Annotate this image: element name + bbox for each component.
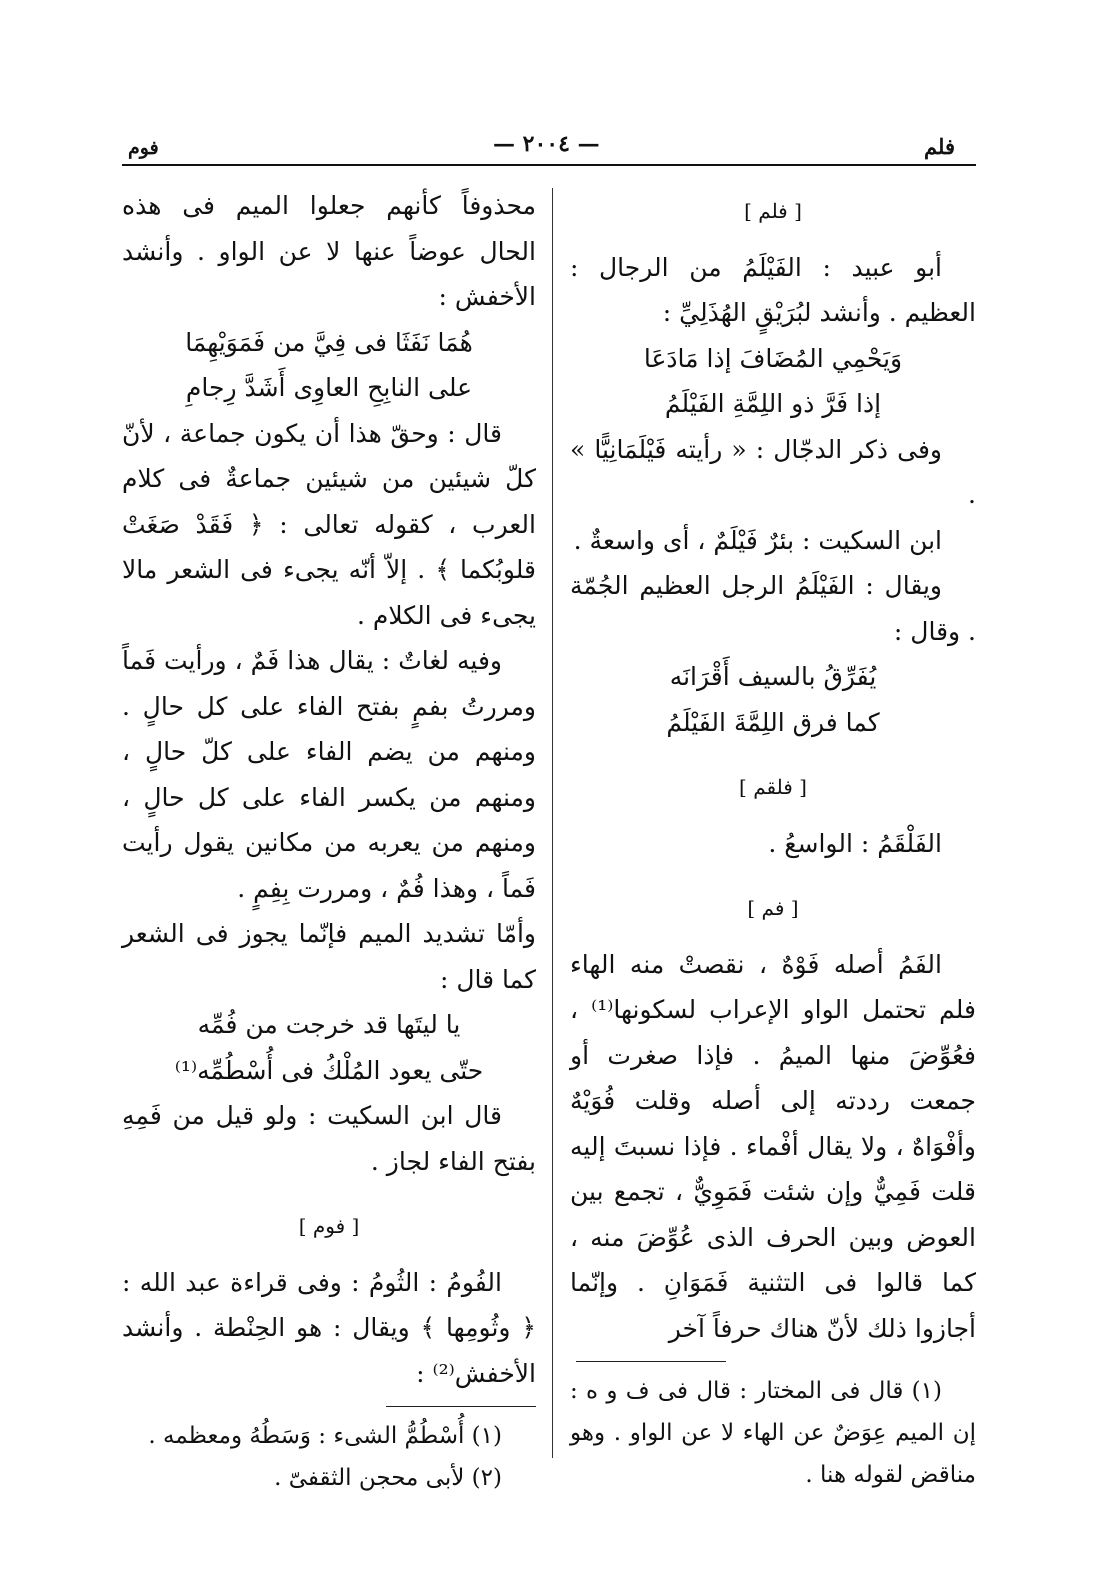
paragraph: أبو عبيد : الفَيْلَمُ من الرجال : العظيم . وأنشد لبُرَيْقٍ الهُذَلِيِّ : (570, 252, 976, 327)
verse-line: هُمَا نَفَثَا فى فِيَّ من فَمَوَيْهِمَا (185, 327, 473, 357)
entry-heading-falam: [ فلم ] (744, 199, 802, 223)
paragraph: ويقال : الفَيْلَمُ الرجل العظيم الجُمّة . وقال : (570, 571, 976, 646)
paragraph: قال ابن السكيت : ولو قيل من فَمِهِ بفتح الفاء لجاز . (122, 1101, 536, 1176)
paragraph: ابن السكيت : بئرٌ فَيْلَمٌ ، أى واسعةٌ . (573, 525, 942, 555)
paragraph: الفَلْقَمُ : الواسعُ . (768, 828, 942, 858)
running-headword-right: فلم (924, 134, 955, 159)
paragraph: وفى ذكر الدجّال : « رأيته فَيْلَمَانِيًّا » . (570, 434, 976, 509)
entry-heading-fam: [ فم ] (747, 896, 799, 920)
paragraph: وفيه لغاتٌ : يقال هذا فَمٌ ، ورأيت فَماً ومررتُ بفمٍ بفتح الفاء على كل حالٍ . ومنهم من يضم الفاء على كلّ حالٍ ، ومنهم من يكسر الفاء على كل حالٍ ، ومنهم من يعربه من مكانين يقول رأيت فَماً ، وهذا فُمٌ ، ومررت بِفِمٍ . (122, 646, 536, 903)
running-headword-left: فوم (128, 137, 159, 159)
footnote-separator (386, 1406, 536, 1407)
page-header (0, 0, 1115, 170)
left-column (122, 183, 536, 1499)
paragraph: محذوفاً كأنهم جعلوا الميم فى هذه الحال عوضاً عنها لا عن الواو . وأنشد الأخفش : (122, 191, 536, 311)
verse-line: يا ليتَها قد خرجت من فُمِّه (197, 1010, 461, 1039)
header-rule (122, 164, 976, 166)
column-divider (552, 188, 553, 1458)
footnote: (١) أُسْطُمُّ الشىء : وَسَطُهُ ومعظمه . (148, 1423, 502, 1449)
entry-heading-falqam: [ فلقم ] (739, 775, 807, 799)
paragraph: الفَمُ أصله فَوْهٌ ، نقصتْ منه الهاء فلم تحتمل الواو الإعراب لسكونها⁽¹⁾ ، فعُوِّضَ منها الميمُ . فإذا صغرت أو جمعت رددته إلى أصله وقلت فُوَيْهٌ وأفْوَاهٌ ، ولا يقال أفْماء . فإذا نسبتَ إليه قلت فَمِيٌّ وإن شئت فَمَوِيٌّ ، تجمع بين العوض وبين الحرف الذى عُوِّضَ منه ، كما قالوا فى التثنية فَمَوَانِ . وإنّما أجازوا ذلك لأنّ هناك حرفاً آخر (570, 949, 977, 1343)
verse-line: حتّى يعود المُلْكُ فى أُسْطُمِّه⁽¹⁾ (174, 1055, 484, 1085)
footnote-separator (576, 1361, 726, 1362)
footnote: (١) قال فى المختار : قال فى ف و ه : إن الميم عِوَضٌ عن الهاء لا عن الواو . وهو مناقض لقوله هنا . (570, 1378, 976, 1488)
verse-line: إذا فَرَّ ذو اللِمَّةِ الفَيْلَمُ (664, 389, 882, 418)
paragraph: قال : وحقّ هذا أن يكون جماعة ، لأنّ كلّ شيئين من شيئين جماعةٌ فى كلام العرب ، كقوله تعالى : ﴿ فَقَدْ صَغَتْ قلوبُكما ﴾ . إلاّ أنّه يجىء فى الشعر مالا يجىء فى الكلام . (122, 418, 536, 630)
verse-line: يُفَرِّقُ بالسيف أَقْرَانَه (669, 662, 877, 691)
entry-heading-fawm: [ فوم ] (298, 1214, 360, 1238)
right-column (570, 183, 976, 1496)
footnote: (٢) لأبى محجن الثقفىّ . (274, 1465, 502, 1491)
paragraph: الفُومُ : الثُومُ : وفى قراءة عبد الله : ﴿ وثُومِها ﴾ ويقال : هو الحِنْطة . وأنشد الأخفش⁽²⁾ : (122, 1267, 536, 1388)
paragraph: وأمّا تشديد الميم فإنّما يجوز فى الشعر كما قال : (122, 919, 536, 994)
verse-line: كما فرق اللِمَّةَ الفَيْلَمُ (666, 707, 880, 737)
verse-line: وَيَحْمِي المُضَافَ إذا مَادَعَا (643, 343, 903, 373)
page-number: — ٢٠٠٤ — (493, 131, 600, 157)
verse-line: على النابِحِ العاوِى أَشَدَّ رِجامِ (185, 373, 473, 402)
